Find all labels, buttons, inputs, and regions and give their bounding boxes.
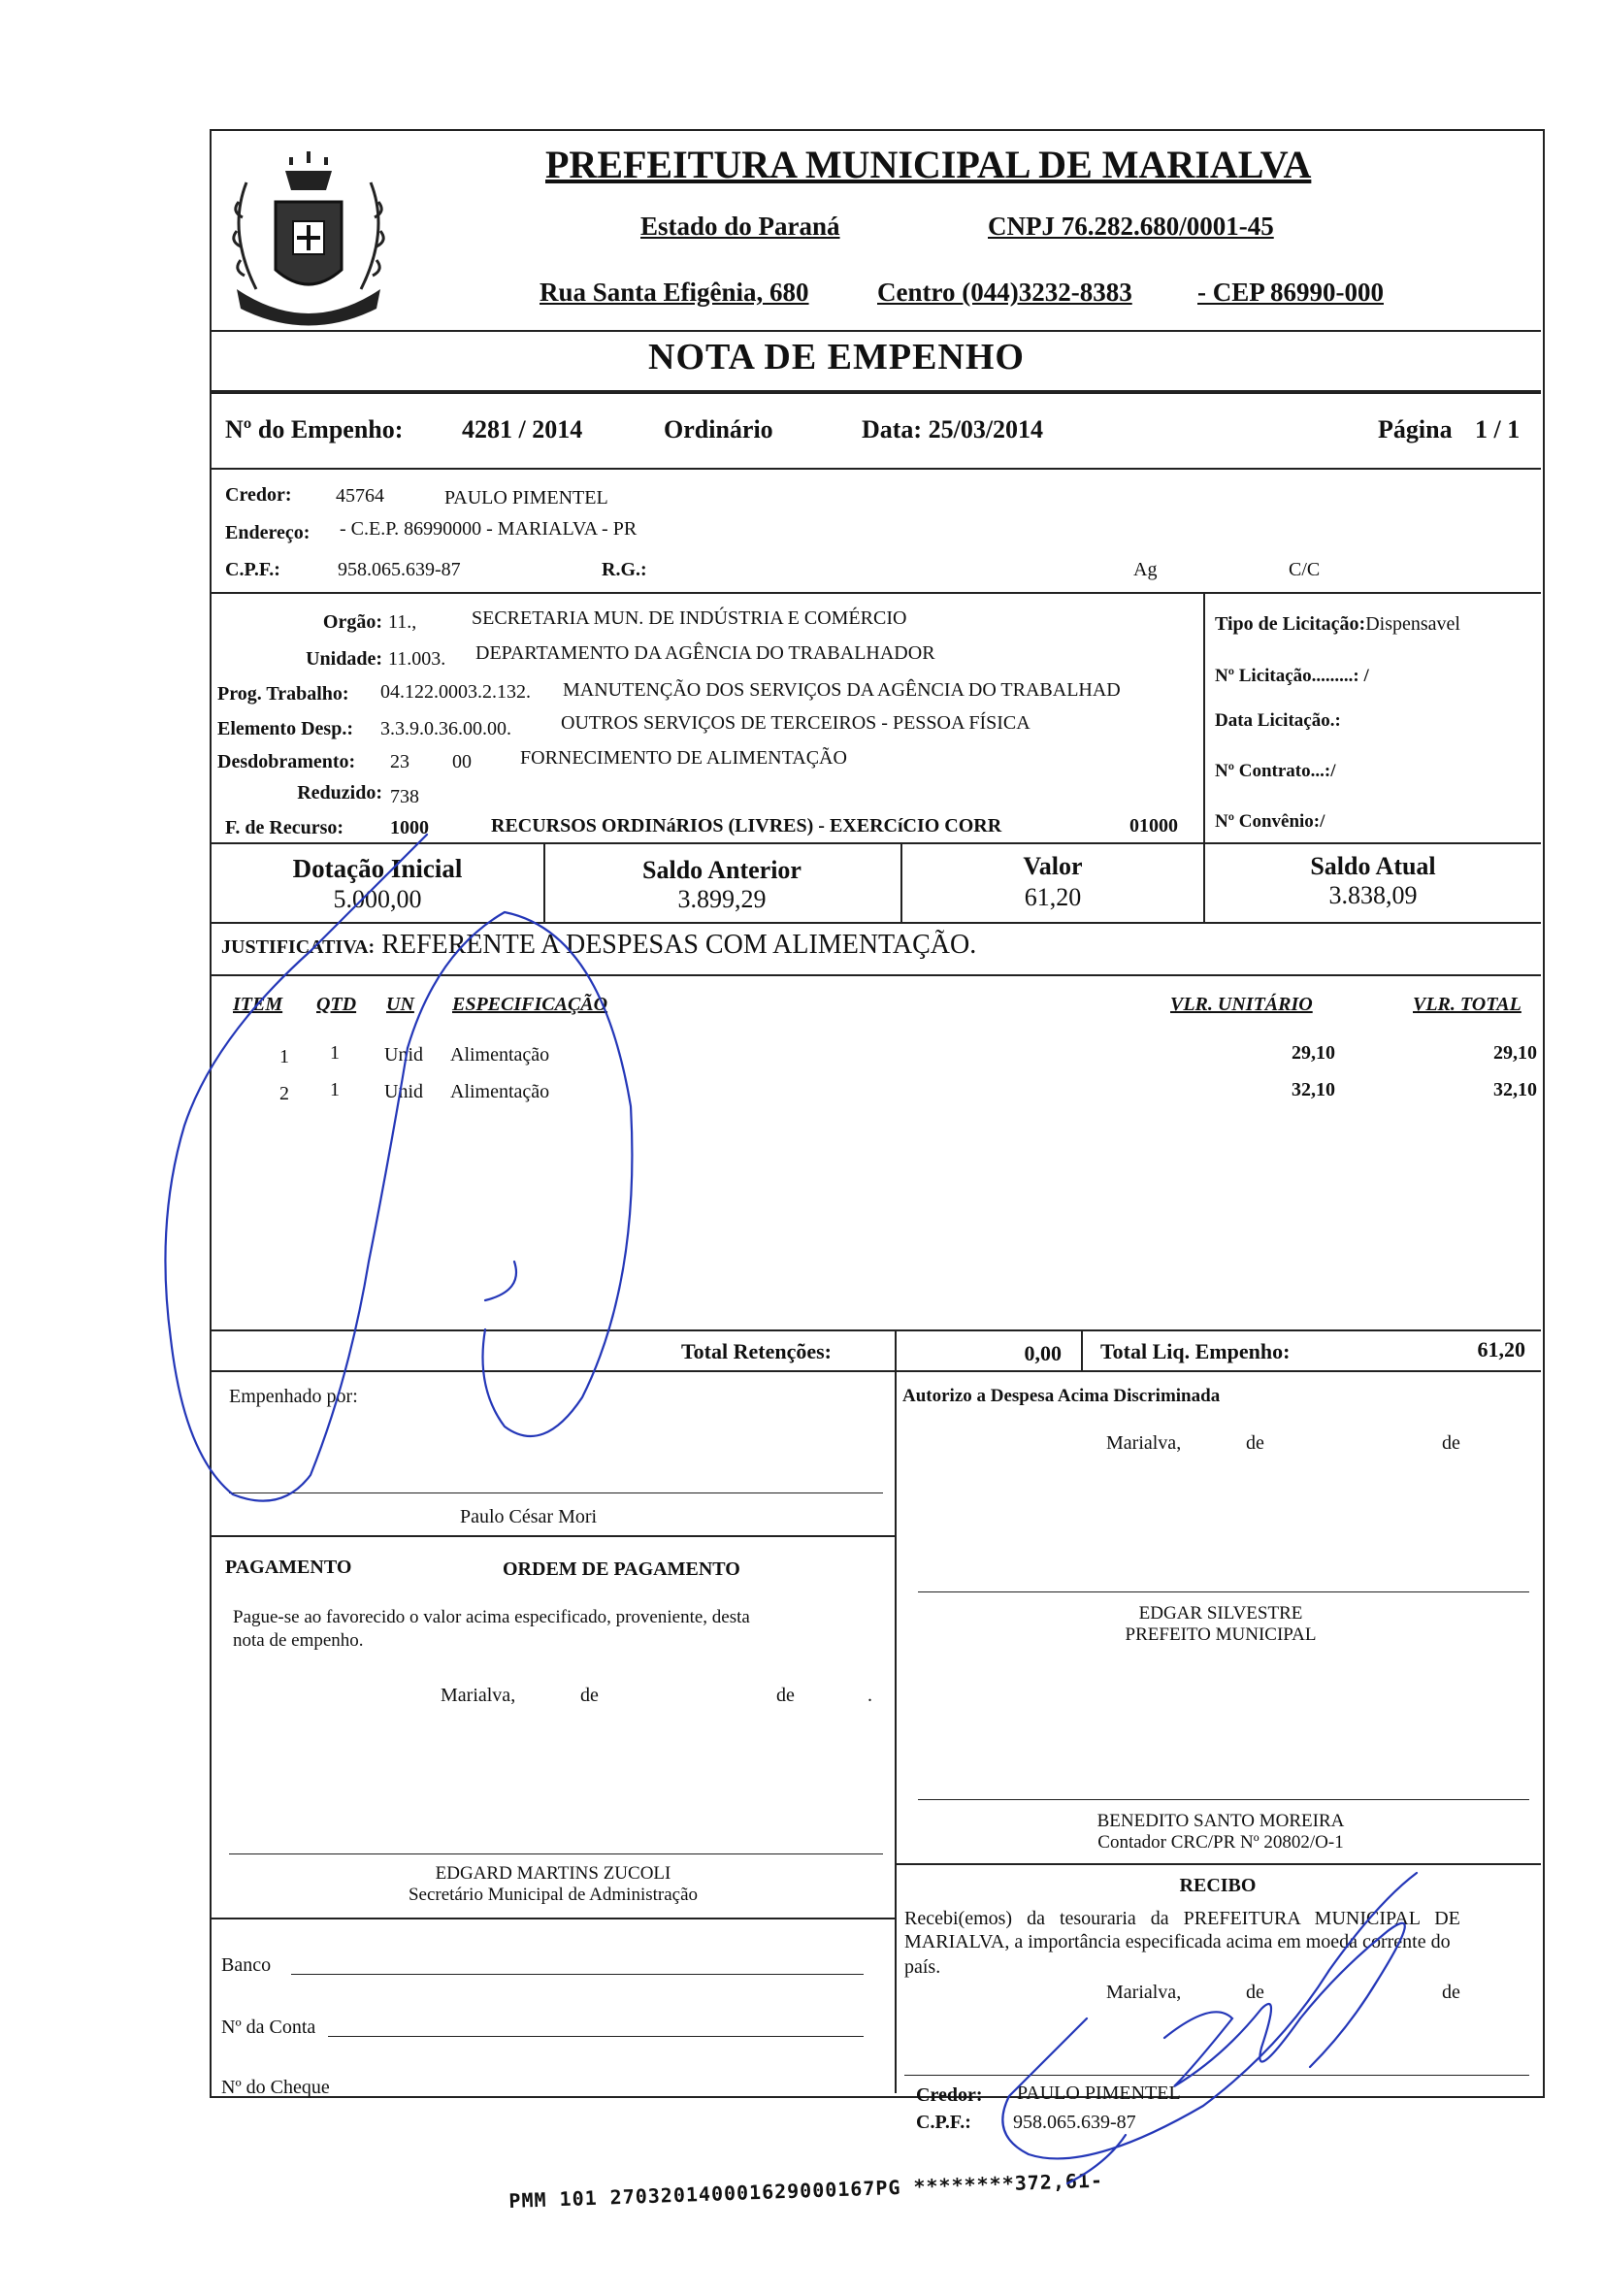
state-label: Estado do Paraná: [640, 212, 840, 241]
recibo-de1: de: [1246, 1982, 1264, 2003]
empenhado-label: Empenhado por:: [229, 1386, 358, 1407]
divider: [212, 1329, 1541, 1331]
elemento-value: OUTROS SERVIÇOS DE TERCEIROS - PESSOA FÍSICA: [561, 712, 1030, 734]
divider: [895, 1863, 1541, 1865]
prog-label: Prog. Trabalho:: [217, 683, 349, 705]
recibo-text-3: país.: [904, 1956, 941, 1978]
recibo-text-1: Recebi(emos) da tesouraria da PREFEITURA MUNICIPAL DE: [904, 1908, 1460, 1929]
autorizo-city: Marialva,: [1106, 1432, 1182, 1454]
divider: [1203, 594, 1205, 842]
elemento-label: Elemento Desp.:: [217, 718, 353, 739]
recibo-cpf-value: 958.065.639-87: [1013, 2112, 1136, 2133]
desdobramento-value: FORNECIMENTO DE ALIMENTAÇÃO: [520, 747, 847, 769]
empenho-number: 4281 / 2014: [462, 415, 583, 443]
pagamento-city: Marialva,: [441, 1685, 516, 1706]
justificativa-text: REFERENTE A DESPESAS COM ALIMENTAÇÃO.: [381, 930, 977, 960]
cnpj-label: CNPJ 76.282.680/0001-45: [988, 212, 1274, 241]
saldo-atual-value: 3.838,09: [1328, 881, 1418, 909]
page-label: Página: [1378, 415, 1453, 443]
prog-value: MANUTENÇÃO DOS SERVIÇOS DA AGÊNCIA DO TRABALHAD: [563, 679, 1121, 701]
cheque-label: Nº do Cheque: [221, 2077, 330, 2098]
licitacao-tipo-value: Dispensavel: [1365, 613, 1460, 635]
licitacao-contrato: Nº Contrato...:/: [1215, 761, 1336, 781]
credor-code: 45764: [336, 485, 384, 507]
contador-name: BENEDITO SANTO MOREIRA: [1096, 1811, 1345, 1831]
credor-label: Credor:: [225, 484, 292, 506]
valor-label: Valor: [1023, 852, 1083, 880]
prog-code: 04.122.0003.2.132.: [380, 681, 531, 703]
row-total: 32,10: [1493, 1079, 1537, 1100]
banco-label: Banco: [221, 1954, 272, 1976]
recibo-text-2: MARIALVA, a importância especificada acima em moeda corrente do: [904, 1931, 1451, 1952]
signature-line: [918, 1591, 1529, 1592]
empenhado-name: Paulo César Mori: [460, 1506, 598, 1527]
col-item: ITEM: [233, 994, 283, 1015]
signature-line: [918, 1799, 1529, 1800]
endereco-label: Endereço:: [225, 522, 311, 543]
col-total: VLR. TOTAL: [1413, 994, 1521, 1015]
liq-label: Total Liq. Empenho:: [1100, 1339, 1291, 1363]
row-unit: 32,10: [1292, 1079, 1335, 1100]
divider: [212, 468, 1541, 470]
address-label: Rua Santa Efigênia, 680: [540, 278, 809, 307]
row-unit: 29,10: [1292, 1042, 1335, 1064]
cep-label: - CEP 86990-000: [1197, 278, 1384, 307]
saldo-atual-label: Saldo Atual: [1310, 852, 1436, 880]
licitacao-num: Nº Licitação.........: /: [1215, 666, 1369, 686]
unidade-code: 11.003.: [388, 648, 446, 670]
unidade-value: DEPARTAMENTO DA AGÊNCIA DO TRABALHADOR: [475, 642, 935, 664]
row-un: Unid: [384, 1044, 423, 1066]
banco-line: [291, 1974, 864, 1975]
orgao-value: SECRETARIA MUN. DE INDÚSTRIA E COMÉRCIO: [472, 607, 907, 629]
conta-line: [328, 2036, 864, 2037]
licitacao-data: Data Licitação.:: [1215, 710, 1341, 731]
pagamento-dot: .: [867, 1685, 872, 1706]
empenho-type: Ordinário: [664, 415, 773, 443]
col-unit: VLR. UNITÁRIO: [1170, 994, 1313, 1015]
cpf-label: C.P.F.:: [225, 559, 280, 580]
page-number: 1 / 1: [1475, 415, 1521, 443]
row-desc: Alimentação: [450, 1081, 550, 1102]
reduzido-label: Reduzido:: [297, 782, 382, 804]
page-title: PREFEITURA MUNICIPAL DE MARIALVA: [545, 143, 1312, 186]
footer-code: PMM 101 270320140001629000167PG ********372,61-: [508, 2168, 1104, 2213]
municipal-seal: [217, 144, 400, 330]
licitacao-convenio: Nº Convênio:/: [1215, 811, 1325, 832]
reduzido-value: 738: [390, 786, 419, 807]
retencoes-label: Total Retenções:: [681, 1339, 832, 1363]
empenho-date: Data: 25/03/2014: [862, 415, 1044, 443]
cc-label: C/C: [1289, 559, 1321, 580]
recibo-de2: de: [1442, 1982, 1460, 2003]
col-un: UN: [386, 994, 414, 1015]
pagamento-text-1: Pague-se ao favorecido o valor acima especificado, proveniente, desta: [233, 1607, 750, 1627]
pagamento-de2: de: [776, 1685, 795, 1706]
contador-title: Contador CRC/PR Nº 20802/O-1: [1097, 1832, 1344, 1853]
cheque-line: [345, 2096, 864, 2097]
recibo-city: Marialva,: [1106, 1982, 1182, 2003]
divider: [212, 1370, 1541, 1372]
secretario-name: EDGARD MARTINS ZUCOLI: [435, 1863, 671, 1884]
row-qtd: 1: [330, 1079, 340, 1100]
liq-value: 61,20: [1477, 1337, 1525, 1361]
dotacao-inicial-label: Dotação Inicial: [292, 854, 463, 883]
pagamento-de1: de: [580, 1685, 599, 1706]
divider: [895, 1370, 897, 2093]
desdobramento-sub: 00: [452, 751, 472, 772]
autorizo-de2: de: [1442, 1432, 1460, 1454]
recibo-cpf-label: C.P.F.:: [916, 2112, 971, 2133]
ordem-pagamento-label: ORDEM DE PAGAMENTO: [503, 1558, 740, 1580]
signature-line: [229, 1853, 883, 1854]
valor-value: 61,20: [1024, 883, 1082, 911]
row-un: Unid: [384, 1081, 423, 1102]
recibo-credor-value: PAULO PIMENTEL: [1017, 2083, 1181, 2104]
conta-label: Nº da Conta: [221, 2017, 316, 2038]
recibo-label: RECIBO: [1179, 1875, 1257, 1896]
prefeito-name: EDGAR SILVESTRE: [1138, 1603, 1303, 1624]
retencoes-value: 0,00: [1024, 1341, 1062, 1365]
saldo-anterior-label: Saldo Anterior: [642, 856, 802, 884]
recurso-value: RECURSOS ORDINáRIOS (LIVRES) - EXERCíCIO CORR: [491, 815, 1002, 836]
doc-title: NOTA DE EMPENHO: [648, 337, 1025, 377]
divider: [212, 974, 1541, 976]
orgao-code: 11.,: [388, 611, 417, 633]
divider: [212, 592, 1541, 594]
divider: [212, 390, 1541, 394]
district-phone-label: Centro (044)3232-8383: [877, 278, 1132, 307]
row-item: 1: [279, 1046, 289, 1067]
dotacao-inicial-value: 5.000,00: [333, 885, 422, 913]
endereco-value: - C.E.P. 86990000 - MARIALVA - PR: [340, 518, 638, 540]
justificativa-label: JUSTIFICATIVA:: [221, 936, 376, 958]
recurso-label: F. de Recurso:: [225, 817, 344, 838]
licitacao-tipo: [1215, 613, 1460, 636]
seal-text: MARIALVA: [276, 289, 341, 304]
col-espec: ESPECIFICAÇÃO: [452, 994, 608, 1015]
signature-line: [904, 2075, 1529, 2076]
desdobramento-code: 23: [390, 751, 409, 772]
unidade-label: Unidade:: [306, 648, 382, 670]
pagamento-label: PAGAMENTO: [225, 1557, 352, 1578]
desdobramento-label: Desdobramento:: [217, 751, 356, 772]
recibo-credor-label: Credor:: [916, 2084, 983, 2106]
divider: [212, 842, 1541, 844]
divider: [212, 330, 1541, 332]
row-item: 2: [279, 1083, 289, 1104]
justificativa: [221, 930, 976, 961]
secretario-title: Secretário Municipal de Administração: [408, 1885, 699, 1905]
autorizo-label: Autorizo a Despesa Acima Discriminada: [902, 1386, 1221, 1406]
cpf-value: 958.065.639-87: [338, 559, 461, 580]
prefeito-title: PREFEITO MUNICIPAL: [1125, 1624, 1317, 1645]
divider: [212, 1918, 895, 1919]
recurso-num: 01000: [1129, 815, 1178, 836]
elemento-code: 3.3.9.0.36.00.00.: [380, 718, 511, 739]
divider: [1081, 1331, 1083, 1370]
divider: [212, 922, 1541, 924]
ag-label: Ag: [1133, 559, 1158, 580]
autorizo-de1: de: [1246, 1432, 1264, 1454]
col-qtd: QTD: [316, 994, 357, 1015]
pagamento-text-2: nota de empenho.: [233, 1630, 364, 1651]
licitacao-tipo-label: Tipo de Licitação:: [1215, 613, 1366, 635]
empenho-number-label: Nº do Empenho:: [225, 415, 404, 443]
orgao-label: Orgão:: [322, 611, 382, 633]
row-qtd: 1: [330, 1042, 340, 1064]
signature-line: [229, 1492, 883, 1493]
divider: [212, 1535, 895, 1537]
row-desc: Alimentação: [450, 1044, 550, 1066]
row-total: 29,10: [1493, 1042, 1537, 1064]
saldo-anterior-value: 3.899,29: [677, 885, 767, 913]
credor-name: PAULO PIMENTEL: [444, 487, 608, 508]
rg-label: R.G.:: [602, 559, 647, 580]
recurso-code: 1000: [390, 817, 429, 838]
